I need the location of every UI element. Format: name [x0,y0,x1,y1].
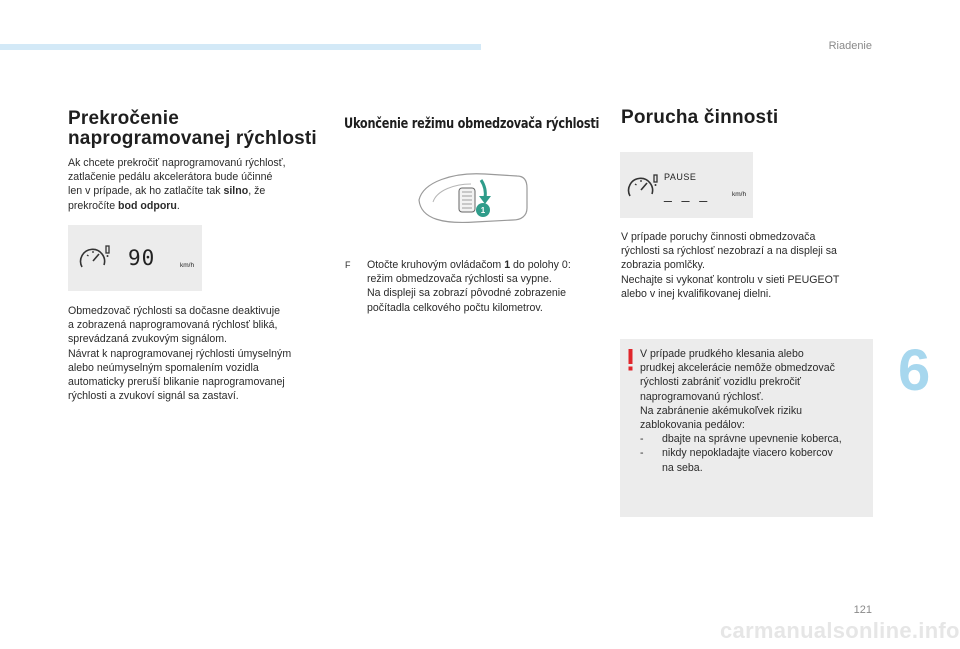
bullet-marker: F [345,260,351,270]
section-title-malfunction: Porucha činnosti [621,107,779,128]
warning-exclamation-icon [628,349,633,371]
section-title-switch-off: Ukončenie režimu obmedzovača rýchlosti [344,116,600,132]
speed-dashes: _ _ _ [664,186,711,202]
speed-display-panel [68,225,202,291]
dash-marker: - [640,433,644,446]
warning-list-item: - nikdy nepokladajte viacero kobercov na seba. [640,447,833,474]
dash-marker: - [640,447,644,460]
switch-off-instructions: F Otočte kruhovým ovládačom 1 do polohy 0: režim obmedzovača rýchlosti sa vypne. Na displeji sa zobrazí pôvodné zobrazenie počítadla celkového počtu kilometrov. [345,259,571,314]
chapter-number: 6 [898,338,931,403]
limiter-stalk-illustration [413,162,533,234]
section-label: Riadenie [828,40,872,52]
speed-unit: km/h [732,191,747,198]
pause-status: PAUSE [664,172,697,182]
warning-text: V prípade prudkého klesania alebo prudkej akcelerácie nemôže obmedzovač rýchlosti zabrániť vozidlu prekročiť naprogramovanú rýchlosť. Na zabránenie akémukoľvek riziku zablokovania pedálov: - dbajte na správne upevnenie koberca, - nikdy nepokladajte viacero kobercov na seba. [640,347,870,475]
speed-unit: km/h [180,262,195,269]
intro-paragraph: Ak chcete prekročiť naprogramovanú rýchlosť, zatlačenie pedálu akcelerátora bude účinné len v prípade, ak ho zatlačíte tak silno, že prekročíte bod odporu. [68,157,286,212]
overriding-body: Obmedzovač rýchlosti sa dočasne deaktivuje a zobrazená naprogramovaná rýchlosť bliká, sprevádzaná zvukovým signálom. Návrat k naprogramovanej rýchlosti úmyselným alebo neúmyselným spomalením vozidla automaticky preruší blikanie naprogramovanej rýchlosti a zvukoví signál sa zastaví. [68,305,292,403]
footer-watermark: carmanualsonline.info [720,618,960,643]
malfunction-display-panel [620,152,753,218]
speed-value: 90 [128,246,156,270]
section-title-overriding: Prekročenie naprogramovanej rýchlosti [68,108,317,149]
callout-number: 1 [480,206,486,215]
speed-limiter-icon [78,243,112,273]
speed-limiter-icon [626,172,660,202]
column-overriding [68,109,330,213]
header-accent-bar [0,44,481,50]
page-number: 121 [853,604,872,616]
malfunction-body: V prípade poruchy činnosti obmedzovača rýchlosti sa rýchlosť nezobrazí a na displeji sa zobrazia pomlčky. Nechajte si vykonať kontrolu v sieti PEUGEOT alebo v inej kvalifikovanej dielni. [621,231,840,300]
warning-list-item: - dbajte na správne upevnenie koberca, [640,433,842,446]
